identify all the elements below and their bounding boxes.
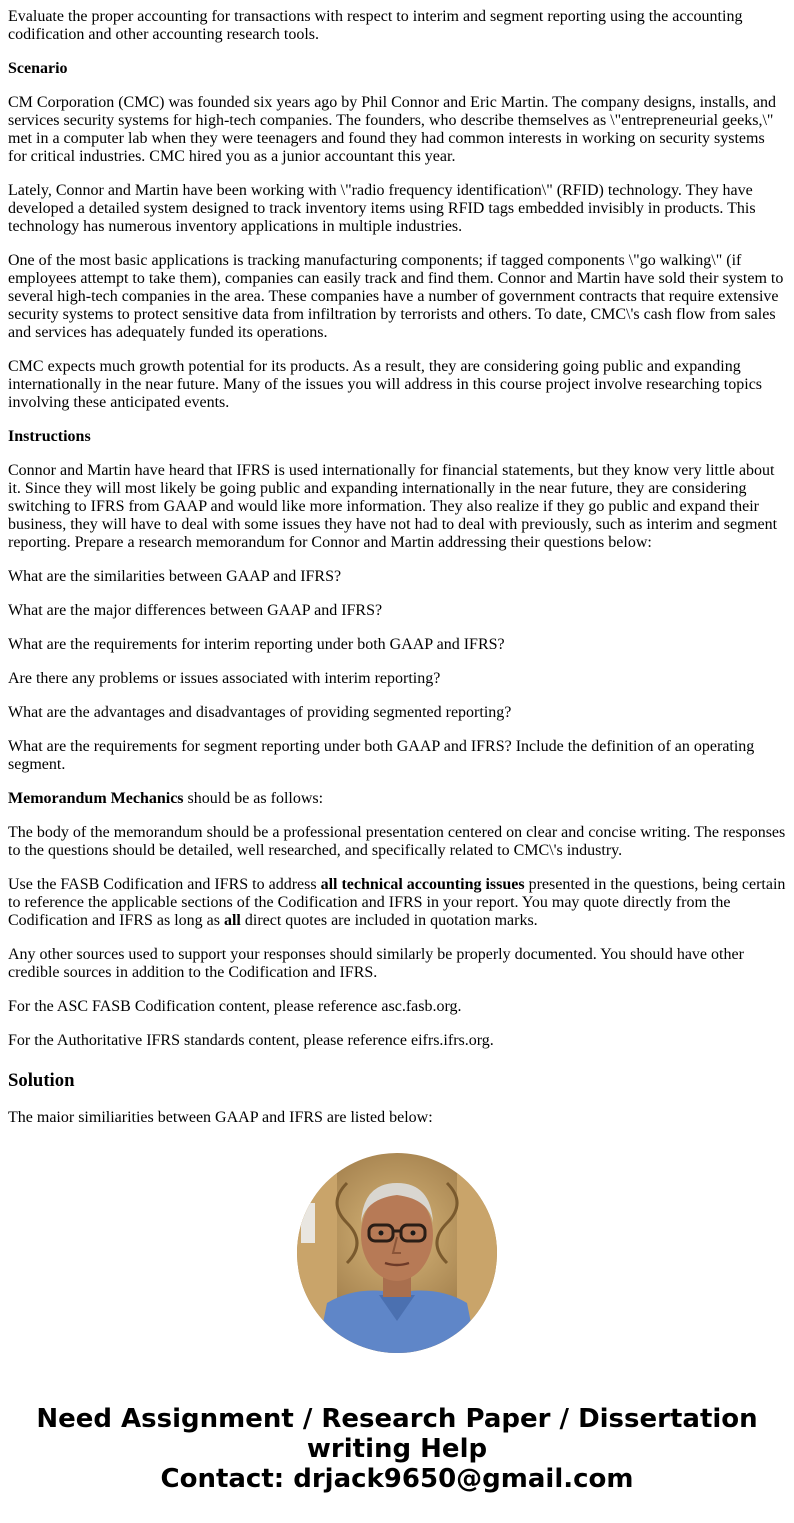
question-item: What are the similarities between GAAP and IFRS?: [8, 568, 342, 585]
emphasis-all: all: [223, 912, 241, 929]
footer-line: Need Assignment / Research Paper / Dissertation: [36, 1404, 758, 1434]
question-item: Are there any problems or issues associated with interim reporting?: [8, 670, 441, 687]
contact-footer: [0, 1404, 794, 1494]
question-item: What are the major differences between GAAP and IFRS?: [8, 602, 383, 619]
intro-paragraph: Evaluate the proper accounting for transactions with respect to interim and segment reporting using the accounting codification and other accounting research tools.: [8, 8, 743, 43]
scenario-paragraph: CM Corporation (CMC) was founded six years ago by Phil Connor and Eric Martin. The company designs, installs, and services security systems for high-tech companies. The founders, who describe themselves as \"entrepreneurial geeks,\" met in a computer lab when they were teenagers and found they had common interests in working on security systems for critical industries. CMC hired you as a junior accountant this year.: [8, 94, 777, 165]
scenario-paragraph: Lately, Connor and Martin have been working with \"radio frequency identification\" (RFID) technology. They have developed a detailed system designed to track inventory items using RFID tags embedded invisibly in products. This technology has numerous inventory applications in multiple industries.: [8, 182, 756, 235]
footer-contact-line: Contact: drjack9650@gmail.com: [160, 1464, 634, 1494]
question-item: What are the requirements for interim reporting under both GAAP and IFRS?: [8, 636, 505, 653]
solution-text: The maior similiarities between GAAP and IFRS are listed below:: [8, 1109, 433, 1126]
text-span: presented in the questions, being certain to reference the applicable sections of the Codification and IFRS in your report. You may quote directly from the Codification and IFRS as long as: [8, 876, 786, 929]
mechanics-use-paragraph: [8, 876, 786, 930]
solution-heading: Solution: [8, 1070, 75, 1091]
scenario-paragraph: One of the most basic applications is tracking manufacturing components; if tagged components \"go walking\" (if employees attempt to take them), companies can easily track and find them. Connor and Martin have sold their system to several high-tech companies in the area. These companies have a number of government contracts that require extensive security systems to protect sensitive data from infiltration by terrorists and others. To date, CMC\'s cash flow from sales and services has adequately funded its operations.: [8, 252, 784, 341]
question-item: What are the advantages and disadvantages of providing segmented reporting?: [8, 704, 512, 721]
asc-reference: For the ASC FASB Codification content, please reference asc.fasb.org.: [8, 998, 462, 1015]
text-span: Use the FASB Codification and IFRS to address: [8, 876, 321, 893]
portrait-image: [297, 1153, 497, 1353]
instructions-intro: Connor and Martin have heard that IFRS is used internationally for financial statements, but they know very little about it. Since they will most likely be going public and expanding internationally in the near future, they are considering switching to IFRS from GAAP and would like more information. They also realize if they go public and expand their business, they will have to deal with some issues they have not had to deal with previously, such as interim and segment reporting. Prepare a research memorandum for Connor and Martin addressing their questions below:: [8, 462, 778, 551]
document-body: [8, 8, 786, 1143]
question-item: What are the requirements for segment reporting under both GAAP and IFRS? Include the definition of an operating segment.: [8, 738, 755, 773]
scenario-paragraph: CMC expects much growth potential for its products. As a result, they are considering going public and expanding internationally in the near future. Many of the issues you will address in this course project involve researching topics involving these anticipated events.: [8, 358, 763, 411]
mechanics-heading-rest: should be as follows:: [183, 790, 324, 807]
mechanics-heading: [8, 790, 786, 808]
ifrs-reference: For the Authoritative IFRS standards content, please reference eifrs.ifrs.org.: [8, 1032, 494, 1049]
text-span: direct quotes are included in quotation marks.: [240, 912, 538, 929]
instructions-heading: Instructions: [8, 428, 91, 445]
avatar: [297, 1153, 497, 1353]
emphasis-technical-issues: all technical accounting issues: [320, 876, 525, 893]
scenario-heading: Scenario: [8, 60, 68, 77]
footer-line: writing Help: [306, 1434, 488, 1464]
mechanics-heading-bold: Memorandum Mechanics: [8, 790, 184, 807]
other-sources-paragraph: Any other sources used to support your responses should similarly be properly documented. You should have other credible sources in addition to the Codification and IFRS.: [8, 946, 744, 981]
mechanics-body: The body of the memorandum should be a professional presentation centered on clear and concise writing. The responses to the questions should be detailed, well researched, and specifically related to CMC\'s industry.: [8, 824, 786, 859]
